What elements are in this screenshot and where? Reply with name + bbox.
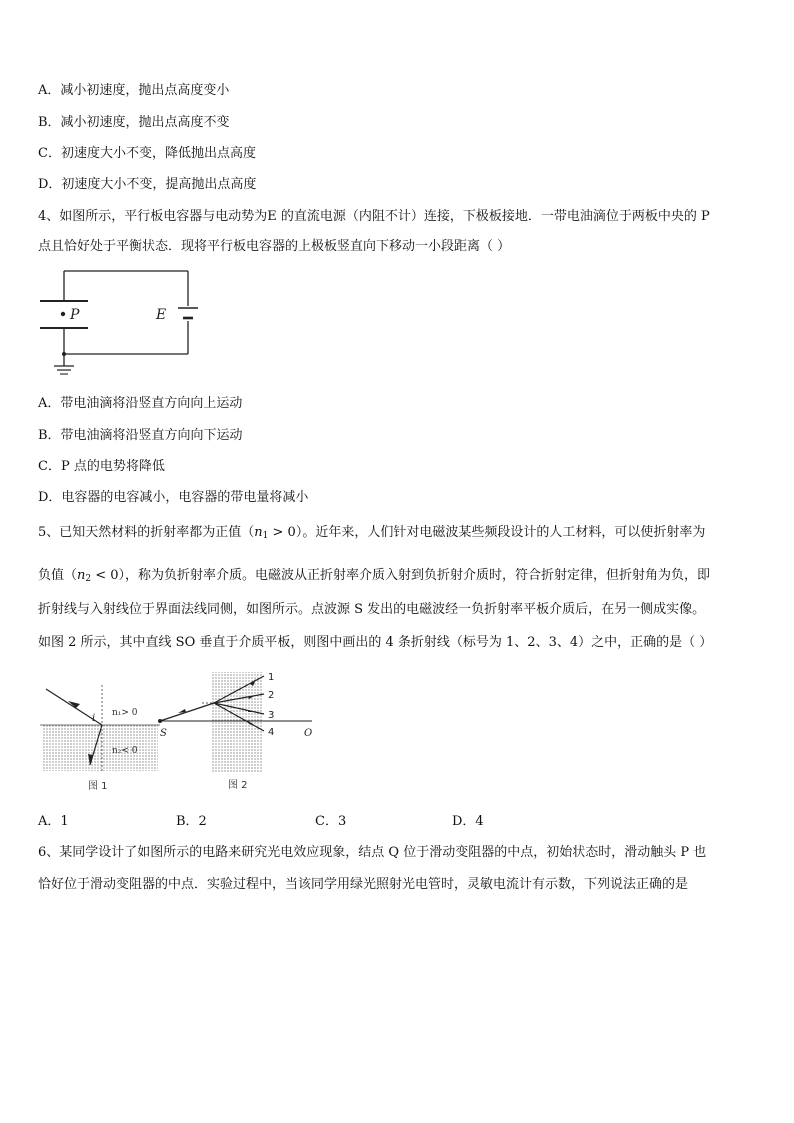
q6-stem-line1: 6、某同学设计了如图所示的电路来研究光电效应现象，结点 Q 位于滑动变阻器的中点，初始状态时，滑动触头 P 也: [38, 845, 707, 860]
negative-refraction-figure-2: [152, 668, 322, 794]
fig1-caption: 图 1: [88, 781, 108, 792]
label-n2: n₂< 0: [112, 746, 138, 756]
q5-stem-line4: 如图 2 所示，其中直线 SO 垂直于介质平板，则图中画出的 4 条折射线（标号为 1、2、3、4）之中，正确的是（ ）: [38, 635, 713, 650]
ray-label-2: 2: [268, 690, 275, 701]
fig2-caption: 图 2: [228, 780, 248, 791]
q5-stem-line1: 5、已知天然材料的折射率都为正值$(n_1 > 0)$。近年来，人们针对电磁波某些频段设计的人工材料，可以使折射率为: [38, 525, 706, 541]
q4-option-b: B．带电油滴将沿竖直方向向下运动: [38, 428, 243, 443]
ray-label-4: 4: [268, 727, 275, 738]
q4-option-c: C．P 点的电势将降低: [38, 459, 165, 474]
q3-option-d: D．初速度大小不变，提高抛出点高度: [38, 177, 257, 192]
q5-option-a: A．1: [38, 814, 69, 829]
label-p: P: [70, 307, 80, 323]
q5-stem-line3: 折射线与入射线位于界面法线同侧，如图所示。点波源 S 发出的电磁波经一负折射率平板介质后，在另一侧成实像。: [38, 602, 706, 617]
q5-options-row: [38, 810, 638, 828]
q3-option-c: C．初速度大小不变，降低抛出点高度: [38, 146, 256, 161]
q5-option-d: D．4: [452, 814, 484, 829]
q3-option-b: B．减小初速度，抛出点高度不变: [38, 115, 230, 130]
q4-option-a: A．带电油滴将沿竖直方向向上运动: [38, 396, 243, 411]
q4-option-d: D．电容器的电容减小，电容器的带电量将减小: [38, 490, 309, 505]
q5-option-b: B．2: [176, 814, 207, 829]
oil-drop-point: [61, 312, 65, 316]
label-s: S: [160, 728, 167, 739]
ray-label-3: 3: [268, 710, 275, 721]
negative-refraction-figure-1: [40, 683, 160, 793]
capacitor-circuit-figure: [36, 266, 206, 384]
q5-stem-line2: 负值$(n_2 < 0)$，称为负折射率介质。电磁波从正折射率介质入射到负折射介质时，符合折射定律，但折射角为负，即: [38, 568, 711, 584]
ray-label-1: 1: [268, 672, 275, 683]
label-o: O: [304, 728, 313, 739]
label-i: i: [92, 713, 96, 724]
label-e: E: [156, 307, 167, 323]
label-n1: n₁> 0: [112, 708, 138, 718]
q4-stem-line1: 4、如图所示，平行板电容器与电动势为E 的直流电源（内阻不计）连接，下极板接地．一带电油滴位于两板中央的 P: [38, 209, 710, 224]
q5-option-c: C．3: [315, 814, 347, 829]
q6-stem-line2: 恰好位于滑动变阻器的中点．实验过程中，当该同学用绿光照射光电管时，灵敏电流计有示数，下列说法正确的是: [38, 877, 689, 892]
q3-option-a: A．减小初速度，抛出点高度变小: [38, 83, 230, 98]
q4-stem-line2: 点且恰好处于平衡状态．现将平行板电容器的上极板竖直向下移动一小段距离（ ）: [38, 239, 511, 254]
